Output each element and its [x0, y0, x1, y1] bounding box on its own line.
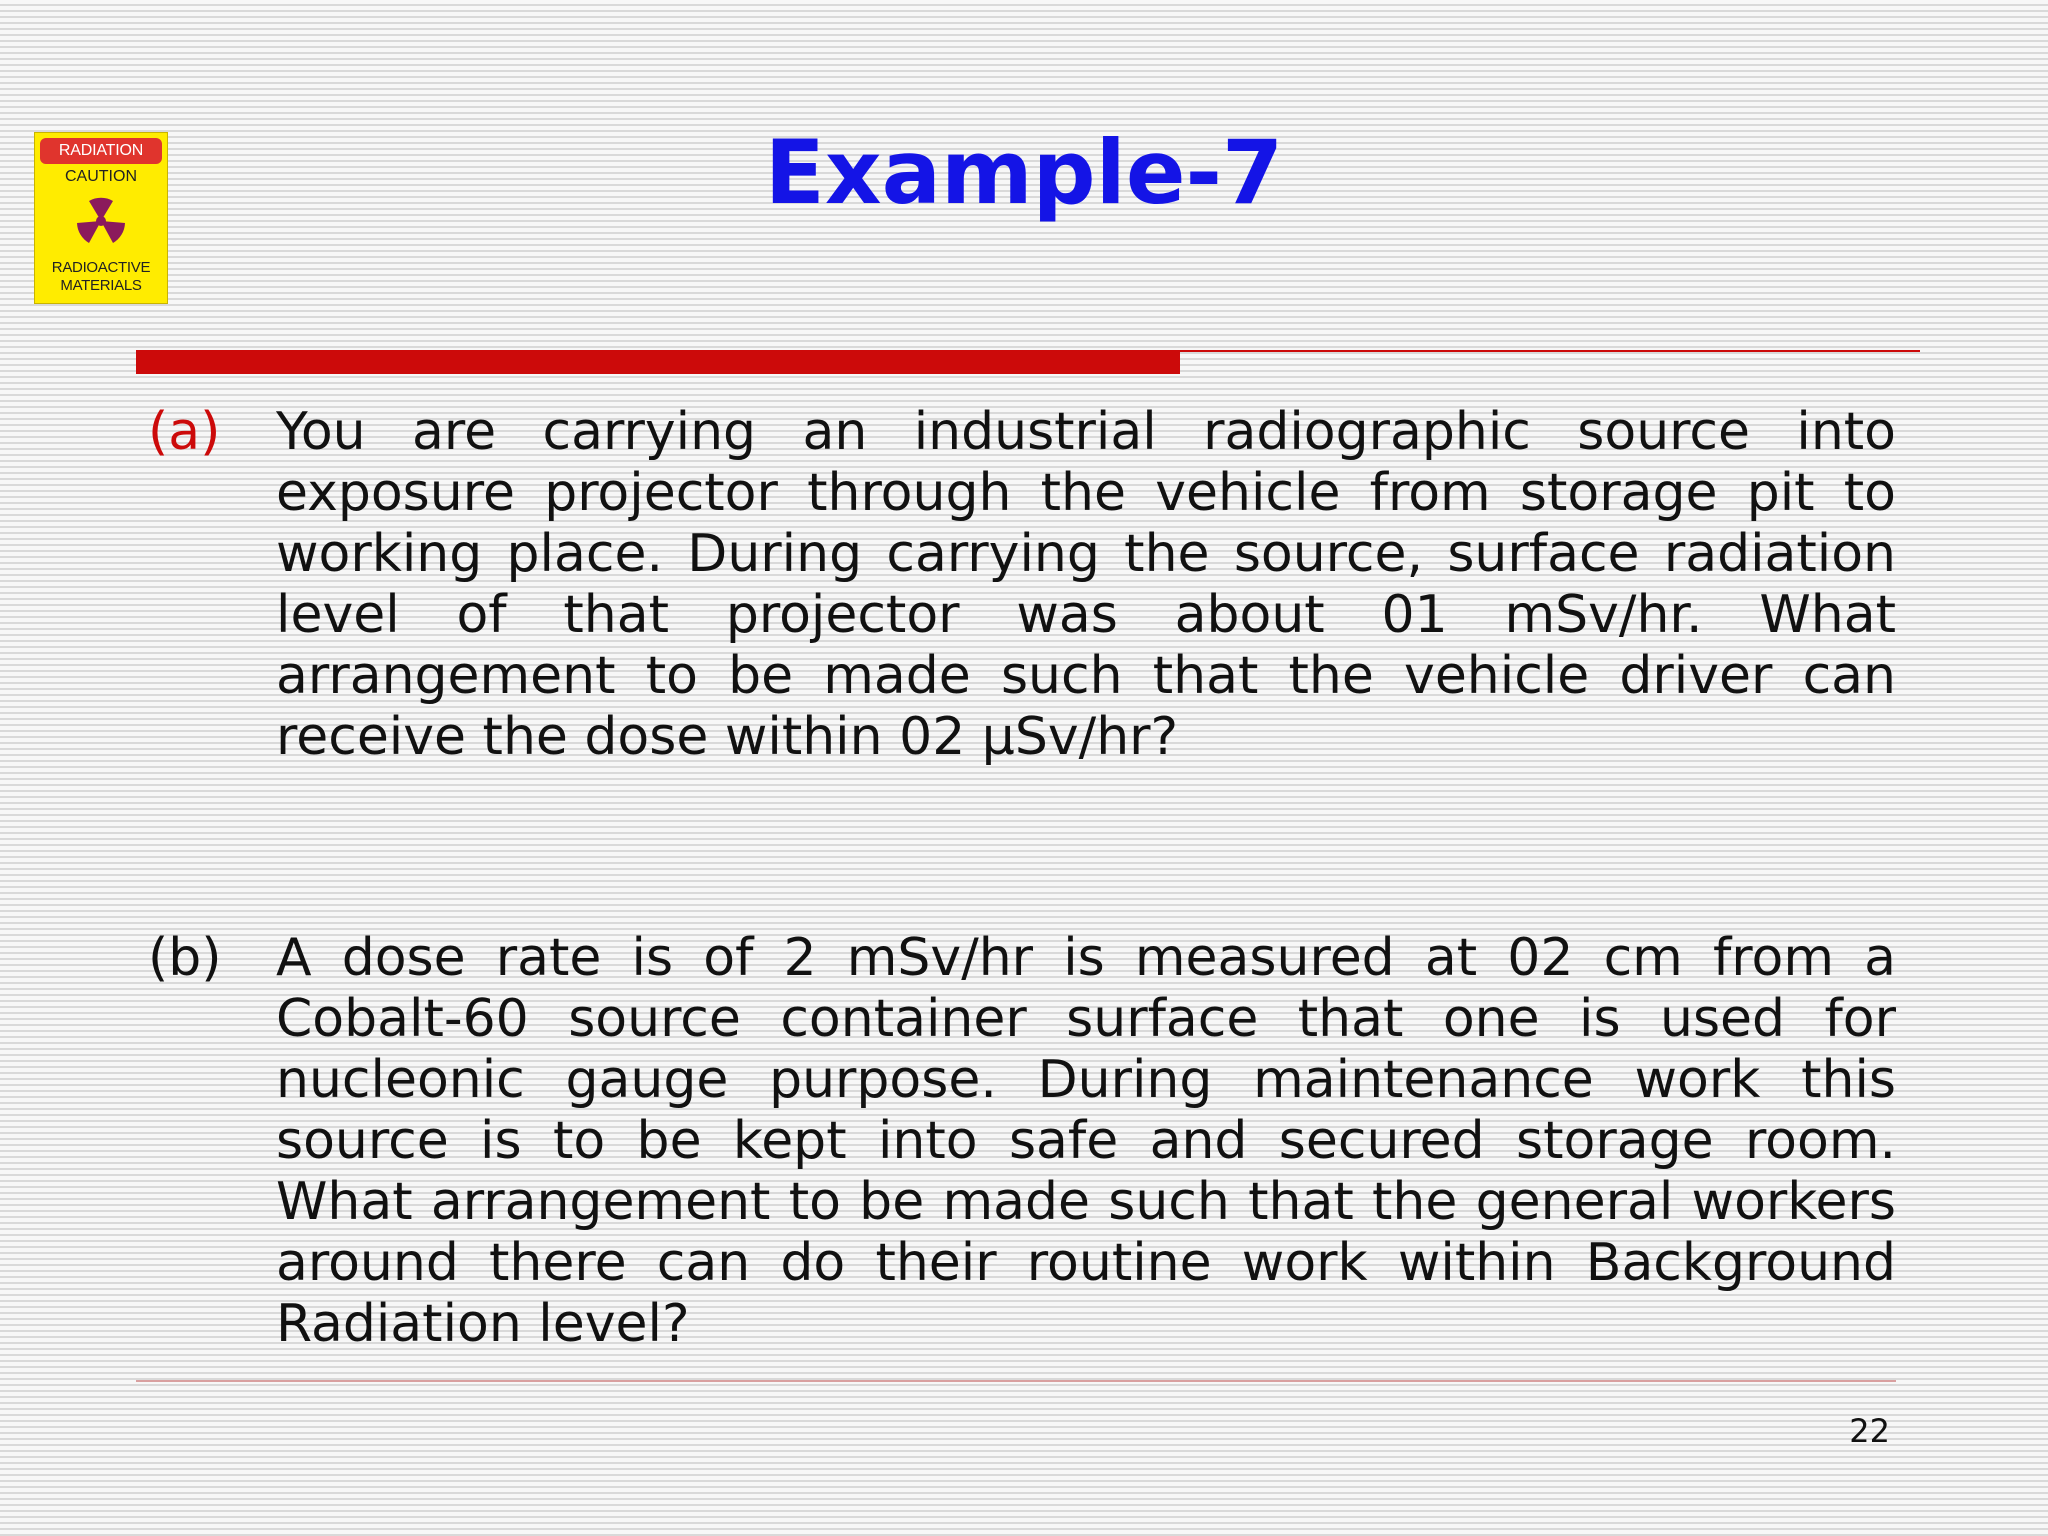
logo-bottom-line2: MATERIALS: [60, 277, 142, 294]
logo-banner: RADIATION: [40, 138, 162, 164]
title-divider-thin: [1180, 350, 1920, 352]
slide-title: [0, 118, 2048, 228]
question-b-text: A dose rate is of 2 mSv/hr is measured at 02 cm from a Cobalt-60 source container surface that one is used for nucleonic gauge purpose. During maintenance work this source is to be kept into safe and secured storage room. What arrangement to be made such that the general workers around there can do their routine work within Background Radiation level?: [276, 928, 1896, 1354]
title-divider-thick: [136, 350, 1180, 374]
footer-divider: [136, 1380, 1896, 1382]
question-b-marker: (b): [148, 928, 222, 988]
logo-bottom-line1: RADIOACTIVE: [51, 259, 151, 276]
logo-caution-text: CAUTION: [65, 168, 137, 185]
question-a: [148, 402, 1898, 768]
question-b: [148, 928, 1898, 1355]
question-a-text: You are carrying an industrial radiographic source into exposure projector through the vehicle from storage pit to working place. During carrying the source, surface radiation level of that projector was about 01 mSv/hr. What arrangement to be made such that the vehicle driver can receive the dose within 02 μSv/hr?: [276, 402, 1896, 767]
logo-bottom-text: [35, 259, 167, 295]
page-number: 22: [1849, 1412, 1890, 1450]
question-a-marker: (a): [148, 402, 221, 462]
slide-title-text: Example-7: [764, 121, 1284, 224]
